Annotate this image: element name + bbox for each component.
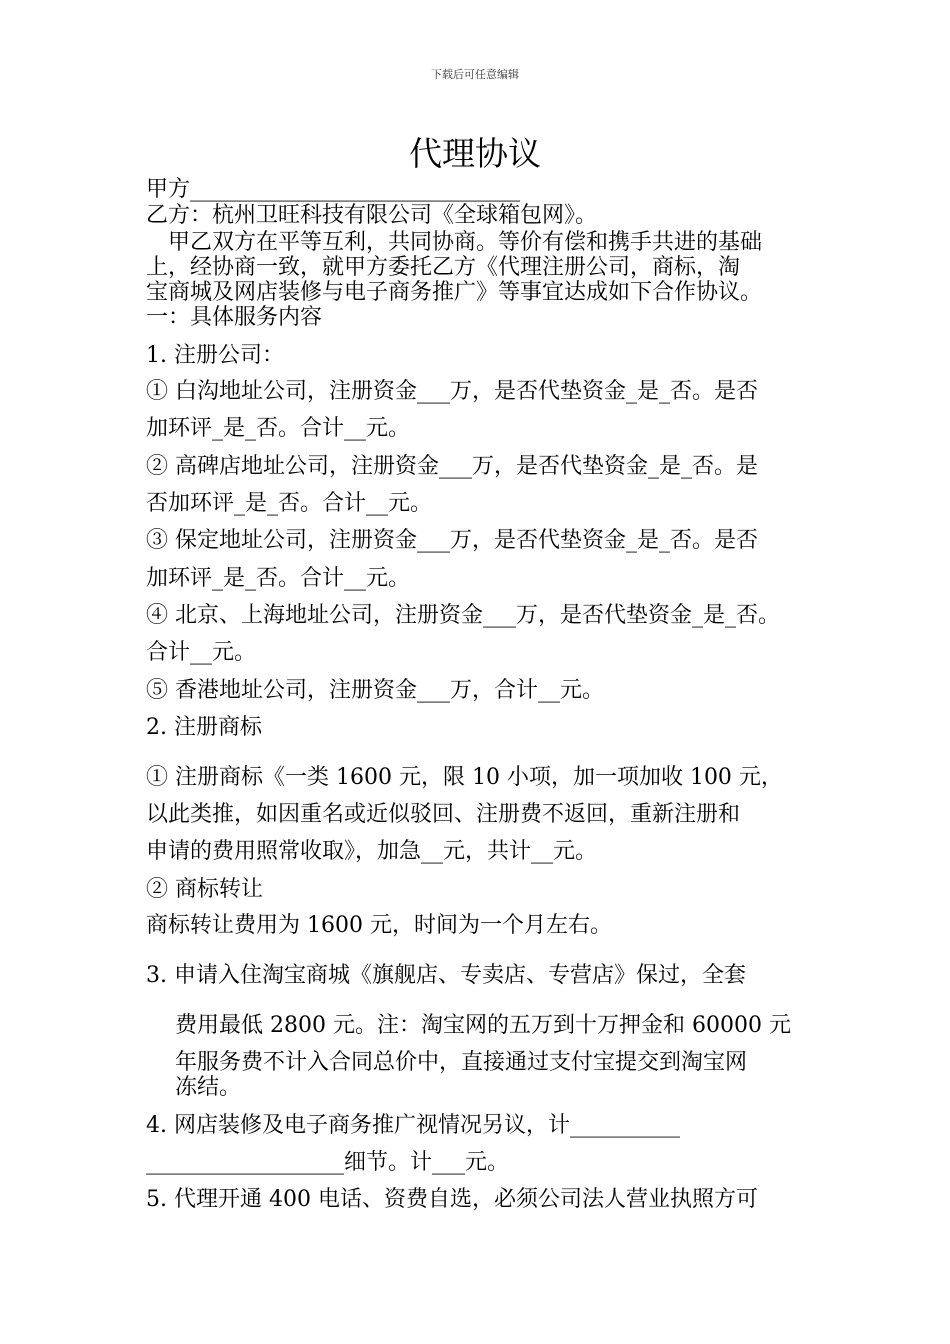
- party-b-line: 乙方：杭州卫旺科技有限公司《全球箱包网》。: [146, 203, 598, 228]
- item-1-3-line-2: 加环评_是_否。合计__元。: [146, 566, 411, 591]
- item-1-1-line-1: ① 白沟地址公司，注册资金___万，是否代垫资金_是_否。是否: [146, 379, 758, 404]
- item-4-line-2: __________________细节。计___元。: [146, 1150, 510, 1175]
- item-1-heading: 1. 注册公司：: [146, 343, 284, 368]
- item-3-line-3: 年服务费不计入合同总价中，直接通过支付宝提交到淘宝网: [146, 1050, 747, 1075]
- item-2-2-heading: ② 商标转让: [146, 877, 263, 902]
- item-2-2-line: 商标转让费用为 1600 元，时间为一个月左右。: [146, 913, 612, 938]
- item-1-1-line-2: 加环评_是_否。合计__元。: [146, 416, 411, 441]
- item-2-1-line-3: 申请的费用照常收取》，加急__元，共计__元。: [146, 839, 598, 864]
- item-1-3-line-1: ③ 保定地址公司，注册资金___万，是否代垫资金_是_否。是否: [146, 528, 758, 553]
- page-header: 下载后可任意编辑: [431, 68, 519, 81]
- item-3-line-1: 3. 申请入住淘宝商城《旗舰店、专卖店、专营店》保过，全套: [146, 963, 746, 988]
- document-title: 代理协议: [409, 134, 541, 173]
- item-1-4-line-1: ④ 北京、上海地址公司，注册资金___万，是否代垫资金_是_否。: [146, 603, 780, 628]
- item-1-4-line-2: 合计__元。: [146, 640, 257, 665]
- item-2-heading: 2. 注册商标: [146, 715, 262, 740]
- item-1-2-line-2: 否加环评_是_否。合计__元。: [146, 491, 433, 516]
- section-heading: 一：具体服务内容: [146, 305, 323, 330]
- item-1-5-line: ⑤ 香港地址公司，注册资金___万，合计__元。: [146, 678, 604, 703]
- item-2-1-line-1: ① 注册商标《一类 1600 元，限 10 小项，加一项加收 100 元，: [146, 765, 783, 790]
- item-4-line-1: 4. 网店装修及电子商务推广视情况另议，计__________: [146, 1113, 680, 1138]
- item-3-line-2: 费用最低 2800 元。注：淘宝网的五万到十万押金和 60000 元: [146, 1013, 791, 1038]
- item-2-1-line-2: 以此类推，如因重名或近似驳回、注册费不返回，重新注册和: [146, 802, 741, 827]
- intro-line-1: 甲乙双方在平等互利，共同协商。等价有偿和携手共进的基础: [146, 230, 763, 255]
- item-1-2-line-1: ② 高碑店地址公司，注册资金___万，是否代垫资金_是_否。是: [146, 454, 758, 479]
- item-3-line-4: 冻结。: [146, 1075, 241, 1100]
- intro-line-2: 上，经协商一致，就甲方委托乙方《代理注册公司，商标，淘: [146, 255, 741, 280]
- item-5-line-1: 5. 代理开通 400 电话、资费自选，必须公司法人营业执照方可: [146, 1187, 758, 1212]
- intro-line-3: 宝商城及网店装修与电子商务推广》等事宜达成如下合作协议。: [146, 280, 763, 305]
- party-a-line: 甲方______________________________: [146, 177, 521, 202]
